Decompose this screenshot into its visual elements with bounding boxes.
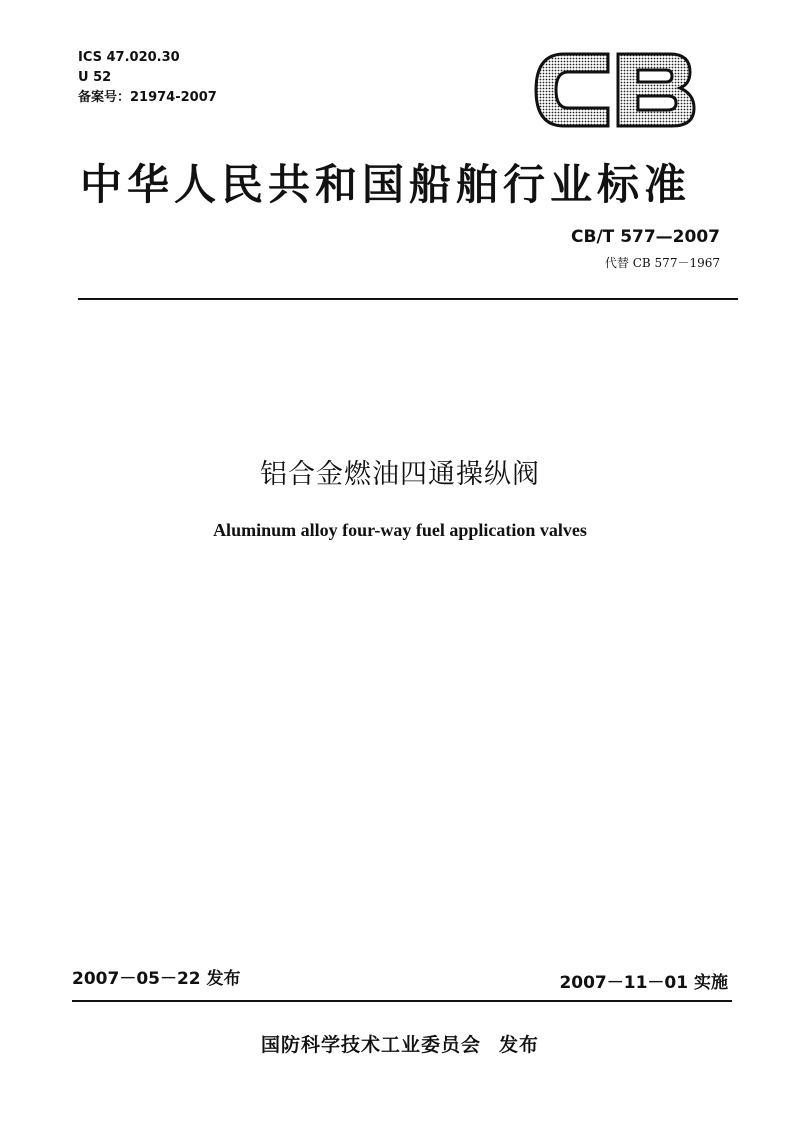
replaces-standard: 代替 CB 577－1967 xyxy=(604,256,720,270)
document-meta xyxy=(78,48,217,108)
issue-word: 发布 xyxy=(499,1034,540,1056)
record-number: 备案号：21974-2007 xyxy=(78,90,217,105)
document-title-en: Aluminum alloy four-way fuel application valves xyxy=(213,520,587,540)
standard-number: CB/T 577—2007 xyxy=(571,227,720,247)
standard-title: 中华人民共和国船舶行业标准 xyxy=(80,160,692,209)
document-title-cn: 铝合金燃油四通操纵阀 xyxy=(260,459,540,490)
header-divider xyxy=(78,298,738,300)
issuer-name: 国防科学技术工业委员会 xyxy=(260,1034,481,1056)
publish-date: 2007－05－22 发布 xyxy=(72,969,241,989)
issuer-line xyxy=(0,1030,800,1057)
cb-logo xyxy=(530,48,698,132)
footer-divider xyxy=(72,1000,732,1002)
classification-code: U 52 xyxy=(78,70,112,85)
ics-code: ICS 47.020.30 xyxy=(78,50,180,65)
implement-date: 2007－11－01 实施 xyxy=(559,973,728,993)
